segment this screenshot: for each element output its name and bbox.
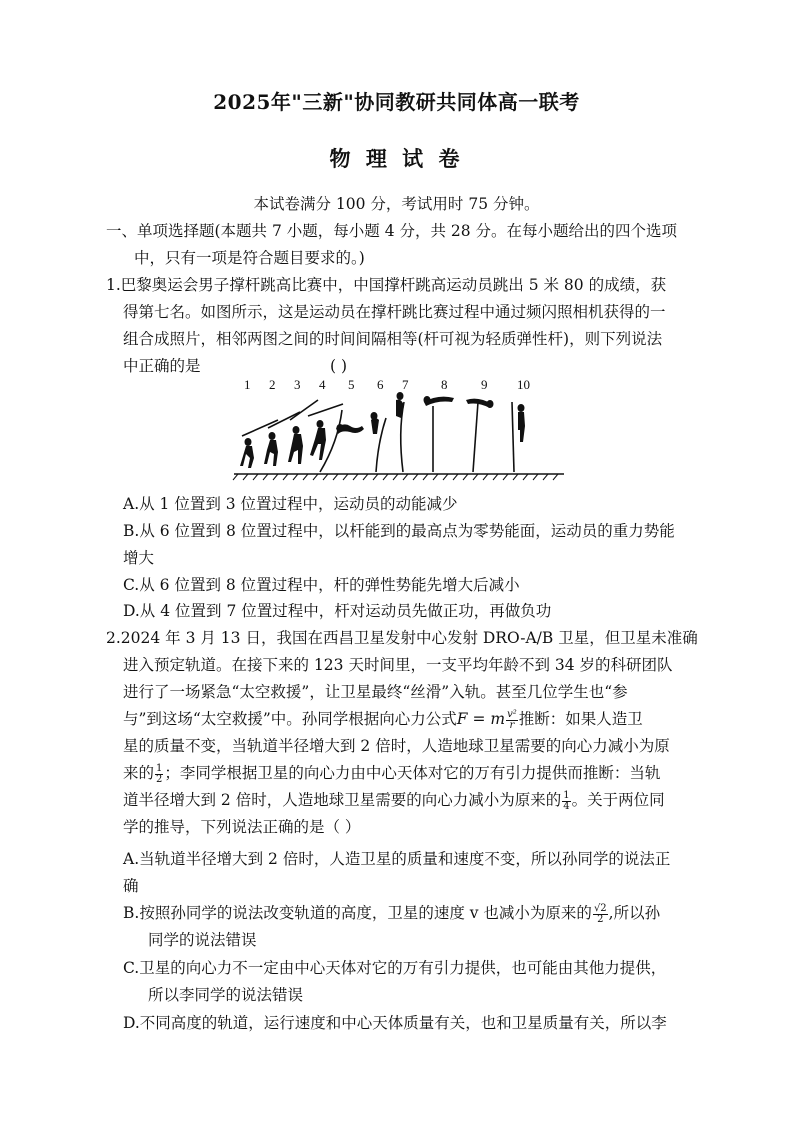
figure-label-4: 4 xyxy=(319,377,326,392)
fraction-denominator: 2 xyxy=(156,773,163,785)
figure-label-10: 10 xyxy=(517,377,530,392)
figure-label-1: 1 xyxy=(244,377,251,392)
fraction-one-half xyxy=(155,764,163,785)
exam-subject: 物 理 试 卷 xyxy=(329,146,464,171)
q2-stem-line5: 星的质量不变，当轨道半径增大到 2 倍时，人造地球卫星需要的向心力减小为原 xyxy=(123,737,670,755)
q2-option-b-tail: ,所以孙 xyxy=(608,904,661,922)
fraction-numerator: √2 xyxy=(593,902,607,914)
q2-stem-line7-head: 道半径增大到 2 倍时，人造地球卫星需要的向心力减小为原来的 xyxy=(123,791,562,809)
fraction-numerator: 1 xyxy=(156,762,163,774)
q2-stem-line7-tail: 。关于两位同 xyxy=(571,791,665,809)
q2-stem-line1: 2.2024 年 3 月 13 日，我国在西昌卫星发射中心发射 DRO-A/B 卫星，但卫星未准确 xyxy=(106,629,698,647)
q1-option-b-line1: B.从 6 位置到 8 位置过程中，以杆能到的最高点为零势能面，运动员的重力势能 xyxy=(123,522,675,540)
q2-option-d-line1: D.不同高度的轨道，运行速度和中心天体质量有关，也和卫星质量有关，所以李 xyxy=(123,1014,667,1032)
figure-label-2: 2 xyxy=(269,377,276,392)
q2-option-b-line2: 同学的说法错误 xyxy=(148,931,257,949)
formula-denominator: r xyxy=(509,719,515,731)
q2-option-a-line2: 确 xyxy=(123,877,139,895)
q1-answer-bracket: ( ) xyxy=(330,357,348,375)
q1-stem-line2: 得第七名。如图所示，这是运动员在撑杆跳比赛过程中通过频闪照相机获得的一 xyxy=(123,303,666,321)
formula-fraction xyxy=(506,710,518,731)
exam-title: 2025年"三新"协同教研共同体高一联考 xyxy=(213,90,580,114)
fraction-one-quarter xyxy=(562,791,570,812)
fraction-numerator: 1 xyxy=(563,789,570,801)
figure-label-9: 9 xyxy=(481,377,488,392)
figure-label-8: 8 xyxy=(441,377,448,392)
q2-stem-line4 xyxy=(123,709,643,731)
pole-vault-figure xyxy=(228,372,568,482)
exam-note: 本试卷满分 100 分，考试用时 75 分钟。 xyxy=(253,195,540,213)
q1-stem-line3: 组合成照片，相邻两图之间的时间间隔相等(杆可视为轻质弹性杆)，则下列说法 xyxy=(123,330,663,348)
q2-stem-line6 xyxy=(123,763,660,785)
section-heading-line2: 中，只有一项是符合题目要求的。) xyxy=(134,249,365,267)
fraction-denominator: 4 xyxy=(563,800,570,812)
q1-option-d: D.从 4 位置到 7 位置过程中，杆对运动员先做正功，再做负功 xyxy=(123,602,552,620)
q2-stem-line6-tail: ；李同学根据卫星的向心力由中心天体对它的万有引力提供而推断：当轨 xyxy=(164,764,661,782)
figure-label-3: 3 xyxy=(294,377,301,392)
q2-stem-line4-text: 与”到这场“太空救援”中。孙同学根据向心力公式 xyxy=(123,710,457,728)
q2-stem-line8: 学的推导，下列说法正确的是（ ） xyxy=(123,818,361,836)
q2-stem-line6-head: 来的 xyxy=(123,764,155,782)
q1-option-b-line2: 增大 xyxy=(123,549,155,567)
q1-stem-line1: 1.巴黎奥运会男子撑杆跳高比赛中，中国撑杆跳高运动员跳出 5 米 80 的成绩，获 xyxy=(106,276,667,294)
formula-F: F xyxy=(456,710,468,728)
q2-option-b-head: B.按照孙同学的说法改变轨道的高度，卫星的速度 v 也减小为原来的 xyxy=(123,904,592,922)
q1-option-a: A.从 1 位置到 3 位置过程中，运动员的动能减少 xyxy=(123,495,458,513)
figure-label-6: 6 xyxy=(377,377,384,392)
formula-m: m xyxy=(490,710,506,728)
q1-stem-line4: 中正确的是 xyxy=(123,357,201,375)
q2-option-a-line1: A.当轨道半径增大到 2 倍时，人造卫星的质量和速度不变，所以孙同学的说法正 xyxy=(123,850,671,868)
q2-stem-line2: 进入预定轨道。在接下来的 123 天时间里，一支平均年龄不到 34 岁的科研团队 xyxy=(123,656,673,674)
q2-stem-line3: 进行了一场紧急“太空救援”，让卫星最终“丝滑”入轨。甚至几位学生也“参 xyxy=(123,683,628,701)
section-heading-line1: 一、单项选择题(本题共 7 小题，每小题 4 分，共 28 分。在每小题给出的四个选项 xyxy=(106,222,678,240)
q2-option-c-line2: 所以李同学的说法错误 xyxy=(148,986,304,1004)
formula-equals: = xyxy=(467,710,491,728)
q2-stem-line4-tail: 推断：如果人造卫 xyxy=(518,710,643,728)
fraction-root2-over-2 xyxy=(593,904,608,925)
q2-stem-line7 xyxy=(123,790,665,812)
figure-label-5: 5 xyxy=(348,377,355,392)
fraction-denominator: 2 xyxy=(597,913,604,925)
figure-label-7: 7 xyxy=(402,377,409,392)
q1-option-c: C.从 6 位置到 8 位置过程中，杆的弹性势能先增大后减小 xyxy=(123,576,520,594)
q2-option-c-line1: C.卫星的向心力不一定由中心天体对它的万有引力提供，也可能由其他力提供， xyxy=(123,959,667,977)
q2-option-b-line1 xyxy=(123,903,660,925)
formula-numerator: v² xyxy=(507,708,517,720)
